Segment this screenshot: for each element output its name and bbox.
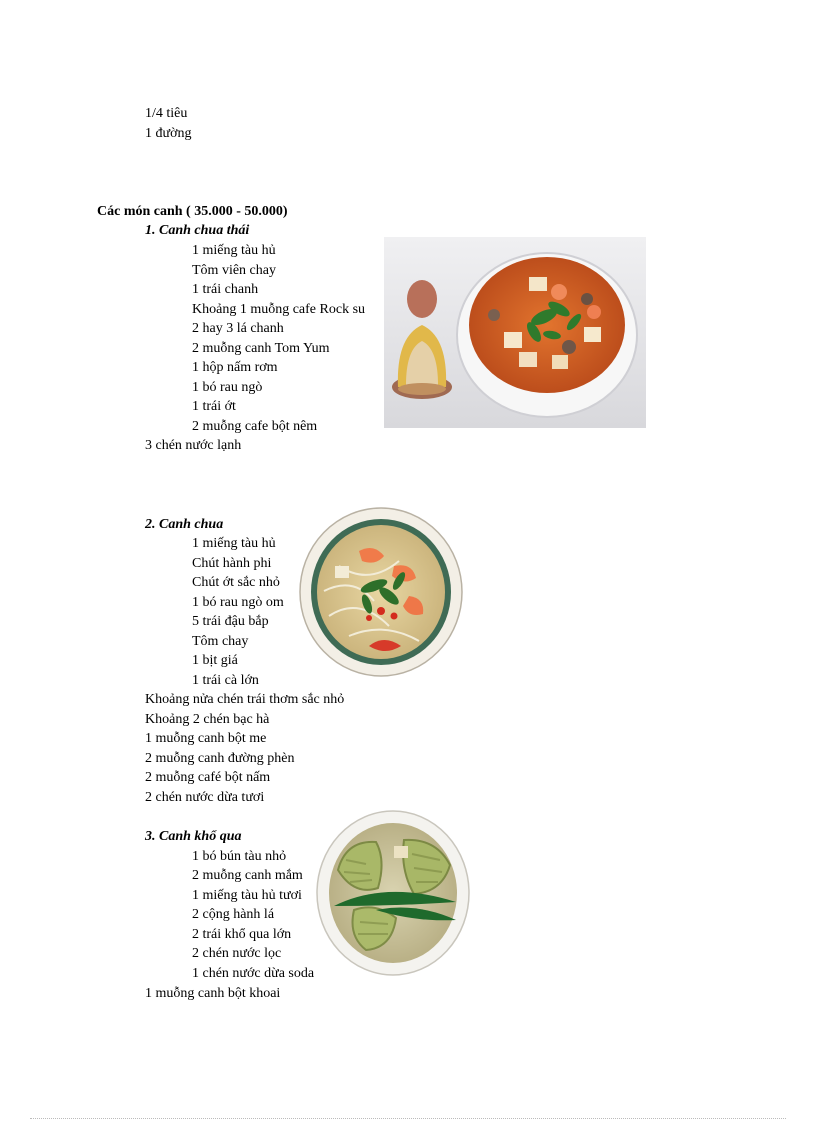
section-title: Các món canh ( 35.000 - 50.000) xyxy=(97,204,288,219)
ingredient: Chút hành phi xyxy=(192,556,272,571)
ingredient: 2 muỗng canh Tom Yum xyxy=(192,341,330,356)
extra-ingredient: 3 chén nước lạnh xyxy=(145,438,242,453)
dish-title: 3. Canh khổ qua xyxy=(145,829,242,844)
extra-ingredient: 2 muỗng café bột nấm xyxy=(145,770,271,785)
ingredient: 1 chén nước dừa soda xyxy=(192,966,315,981)
ingredient: 2 chén nước lọc xyxy=(192,946,282,961)
ingredient: Tôm chay xyxy=(192,634,249,649)
ingredient: 1 trái ớt xyxy=(192,399,236,414)
extra-ingredient: Khoảng nửa chén trái thơm sắc nhỏ xyxy=(145,692,345,707)
ingredient: 1 bịt giá xyxy=(192,653,238,668)
ingredient: 2 trái khổ qua lớn xyxy=(192,927,292,942)
ingredient: 2 cộng hành lá xyxy=(192,907,275,922)
extra-ingredient: Khoảng 2 chén bạc hà xyxy=(145,712,270,727)
ingredient: Tôm viên chay xyxy=(192,263,276,278)
ingredient: 1 hộp nấm rơm xyxy=(192,360,278,375)
dish-title: 2. Canh chua xyxy=(145,517,224,532)
extra-ingredient: 2 muỗng canh đường phèn xyxy=(145,751,295,766)
ingredient: 2 hay 3 lá chanh xyxy=(192,321,284,336)
text-line: 1/4 tiêu xyxy=(145,106,188,121)
ingredient: 1 bó bún tàu nhỏ xyxy=(192,849,287,864)
ingredient: 2 muỗng cafe bột nêm xyxy=(192,419,318,434)
ingredient: 1 bó rau ngò om xyxy=(192,595,284,610)
bitter-melon-soup-photo xyxy=(316,810,470,976)
extra-ingredient: 1 muỗng canh bột khoai xyxy=(145,986,281,1001)
dish-title: 1. Canh chua thái xyxy=(145,223,250,238)
ingredient: 1 bó rau ngò xyxy=(192,380,263,395)
ingredient: Khoảng 1 muỗng cafe Rock su xyxy=(192,302,366,317)
ingredient: 1 trái chanh xyxy=(192,282,259,297)
page-bottom-rule xyxy=(30,1118,786,1119)
ingredient: 1 miếng tàu hủ xyxy=(192,243,276,258)
ingredient: 2 muỗng canh mắm xyxy=(192,868,303,883)
extra-ingredient: 1 muỗng canh bột me xyxy=(145,731,267,746)
ingredient: 5 trái đậu bắp xyxy=(192,614,269,629)
sour-soup-photo xyxy=(299,506,464,678)
ingredient: 1 miếng tàu hủ tươi xyxy=(192,888,302,903)
ingredient: 1 miếng tàu hủ xyxy=(192,536,276,551)
ingredient: 1 trái cà lớn xyxy=(192,673,259,688)
extra-ingredient: 2 chén nước dừa tươi xyxy=(145,790,265,805)
tom-yum-soup-photo xyxy=(384,237,646,428)
text-line: 1 đường xyxy=(145,126,192,141)
ingredient: Chút ớt sắc nhỏ xyxy=(192,575,280,590)
